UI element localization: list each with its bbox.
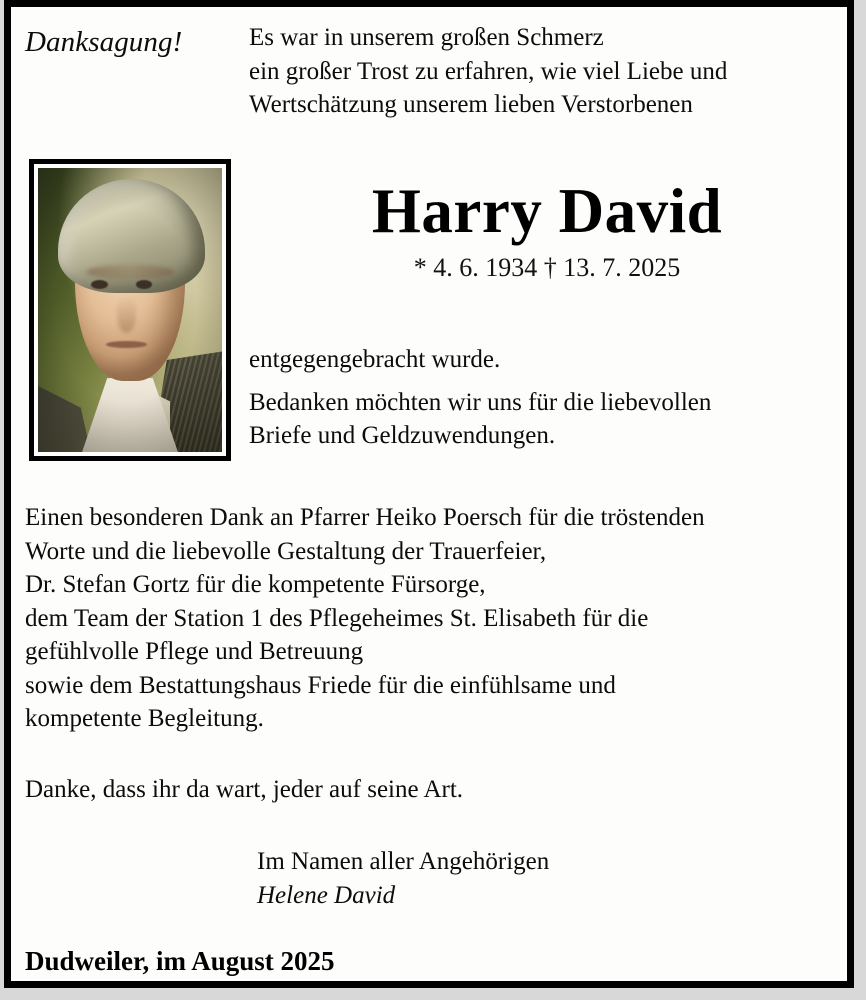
thanks-line: sowie dem Bestattungshaus Friede für die einfühlsame und	[25, 671, 616, 699]
notice-header	[11, 21, 847, 125]
thanks-line: Dr. Stefan Gortz für die kompetente Fürsorge,	[25, 571, 486, 598]
photo-vignette	[38, 168, 222, 452]
deceased-name-block	[249, 175, 845, 283]
thanks-line: Einen besonderen Dank an Pfarrer Heiko Poersch für die tröstenden	[25, 504, 705, 531]
thanks-line: kompetente Begleitung.	[25, 705, 264, 732]
mid-line: Bedanken möchten wir uns für die liebevollen	[249, 388, 712, 416]
mid-text-block	[249, 343, 849, 453]
thanks-line: dem Team der Station 1 des Pflegeheimes St. Elisabeth für die	[25, 604, 649, 632]
closing-line: Danke, dass ihr da wart, jeder auf seine Art.	[25, 776, 464, 803]
place-and-date: Dudweiler, im August 2025	[25, 946, 335, 976]
signature-name: Helene David	[257, 881, 396, 909]
thanks-text-block	[25, 501, 853, 736]
text-gap	[249, 377, 849, 386]
thanks-line: Worte und die liebevolle Gestaltung der Trauerfeier,	[25, 537, 547, 565]
intro-line: Wertschätzung unserem lieben Verstorbenen	[249, 91, 693, 118]
danksagung-heading: Danksagung!	[25, 26, 183, 58]
obituary-notice-card	[4, 0, 854, 988]
life-dates: * 4. 6. 1934 † 13. 7. 2025	[413, 253, 681, 282]
signature-block	[257, 845, 549, 912]
deceased-name: Harry David	[371, 176, 723, 246]
intro-line: ein großer Trost zu erfahren, wie viel Liebe und	[249, 57, 728, 85]
portrait-photo	[38, 168, 222, 452]
mid-line: entgegengebracht wurde.	[249, 346, 501, 373]
notice-inner	[11, 7, 847, 981]
thanks-line: gefühlvolle Pflege und Betreuung	[25, 638, 364, 665]
signature-on-behalf: Im Namen aller Angehörigen	[257, 848, 550, 875]
mid-line: Briefe und Geldzuwendungen.	[249, 422, 556, 449]
portrait-photo-frame	[29, 159, 231, 461]
intro-line: Es war in unserem großen Schmerz	[249, 24, 604, 51]
intro-text-block	[249, 21, 849, 122]
